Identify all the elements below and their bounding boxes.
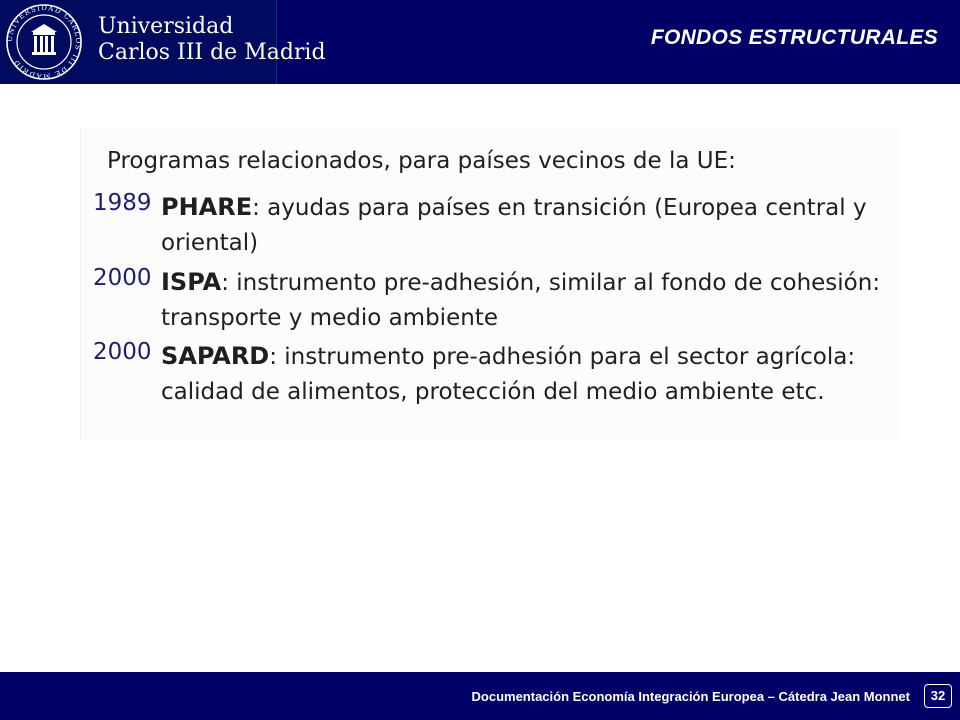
item-code: ISPA bbox=[161, 268, 222, 296]
intro-text: Programas relacionados, para países vecinos de la UE: bbox=[107, 148, 736, 174]
slide-title: FONDOS ESTRUCTURALES bbox=[650, 26, 938, 49]
university-name-line2: Carlos III de Madrid bbox=[98, 40, 326, 65]
university-seal-icon bbox=[4, 2, 84, 82]
item-year: 1989 bbox=[93, 190, 152, 216]
item-text bbox=[161, 190, 891, 261]
university-logo bbox=[0, 0, 326, 84]
item-year: 2000 bbox=[93, 265, 152, 291]
header-bar bbox=[0, 0, 960, 84]
item-text bbox=[161, 265, 891, 336]
item-description-line2: transporte y medio ambiente bbox=[161, 305, 498, 331]
page-number: 32 bbox=[924, 684, 952, 708]
item-year: 2000 bbox=[93, 339, 152, 365]
item-description-line1: : instrumento pre-adhesión para el sector agrícola: bbox=[269, 344, 856, 370]
item-description-line2: oriental) bbox=[161, 230, 259, 256]
item-text bbox=[161, 339, 891, 410]
item-description-line1: : ayudas para países en transición (Europea central y bbox=[252, 195, 867, 221]
item-code: SAPARD bbox=[161, 342, 270, 370]
content-panel bbox=[80, 128, 901, 440]
item-code: PHARE bbox=[161, 193, 253, 221]
seal-text: UNIVERSIDAD CARLOS III DE MADRID bbox=[5, 3, 83, 81]
footer-text: Documentación Economía Integración Europea – Cátedra Jean Monnet bbox=[471, 689, 910, 704]
footer-bar bbox=[0, 672, 960, 720]
item-description-line1: : instrumento pre-adhesión, similar al fondo de cohesión: bbox=[221, 270, 881, 296]
university-name bbox=[98, 14, 326, 66]
item-description-line2: calidad de alimentos, protección del medio ambiente etc. bbox=[161, 379, 825, 405]
university-name-line1: Universidad bbox=[98, 14, 234, 39]
